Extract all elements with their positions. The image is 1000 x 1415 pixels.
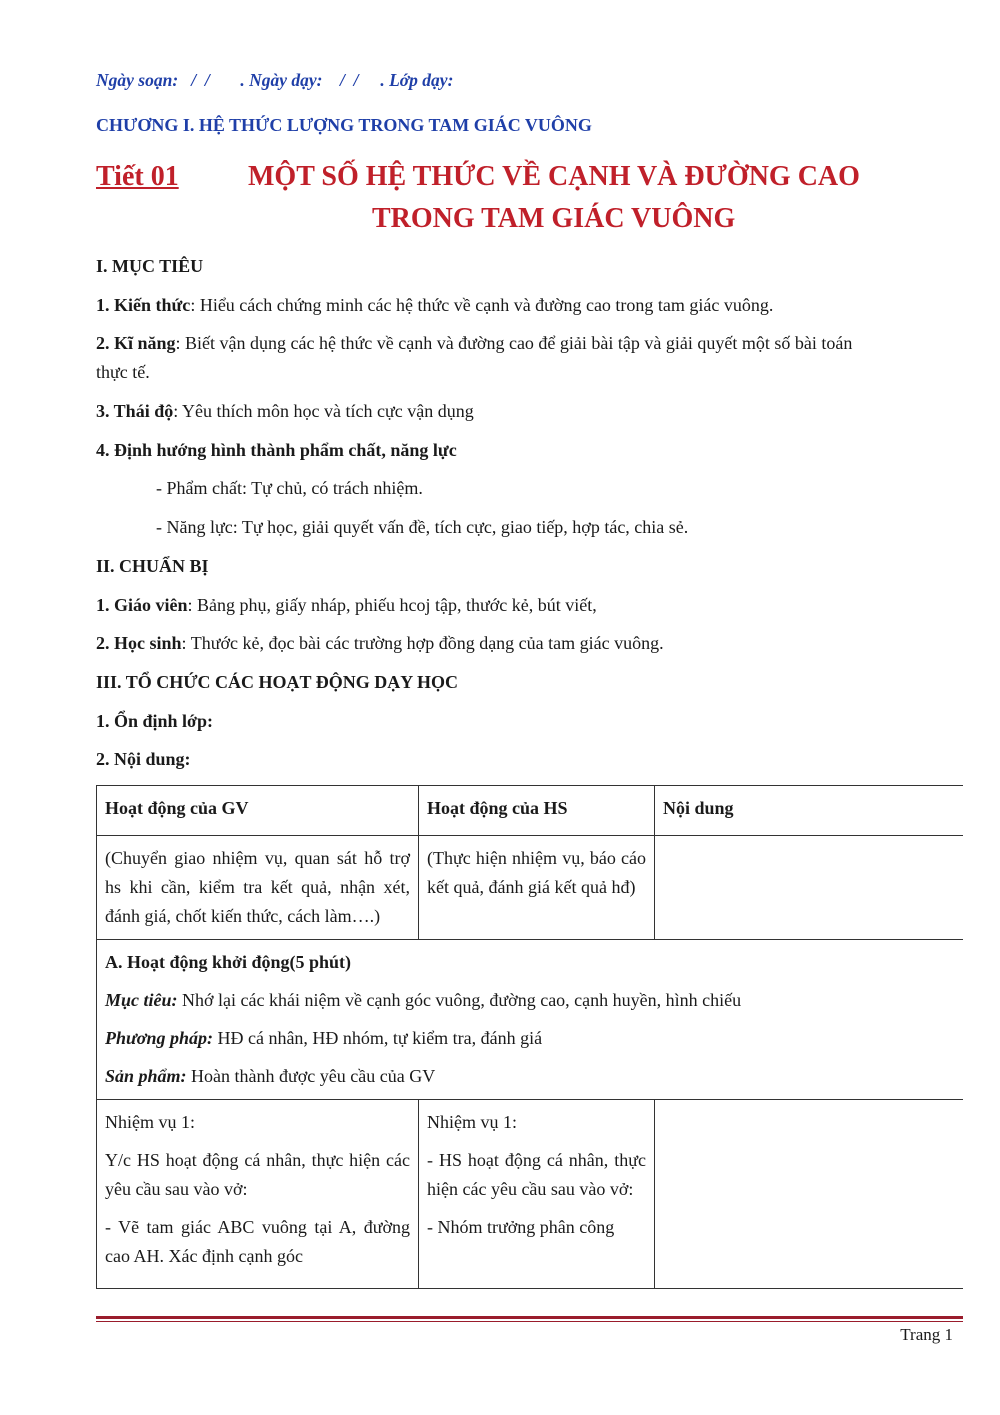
objective-skill (96, 329, 963, 358)
objective-knowledge (96, 291, 963, 320)
table-row-task1 (97, 1100, 964, 1289)
footer-rule-thin (96, 1321, 963, 1322)
cell-task-content (655, 1100, 964, 1289)
text: : Biết vận dụng các hệ thức về cạnh và đường cao để giải bài tập và giải quyết một số bài toán (175, 333, 853, 353)
task-gv-p1: Y/c HS hoạt động cá nhân, thực hiện các yêu cầu sau vào vở: (105, 1150, 410, 1199)
activity-product (105, 1062, 955, 1091)
objective-skill-cont: thực tế. (96, 362, 150, 382)
table-header-row (97, 786, 964, 836)
text: : Yêu thích môn học và tích cực vận dụng (173, 401, 474, 421)
activity-a-cell (97, 940, 964, 1100)
page-number: Trang 1 (900, 1325, 953, 1344)
task-hs-p1: - HS hoạt động cá nhân, thực hiện các yêu cầu sau vào vở: (427, 1150, 646, 1199)
method-text: HĐ cá nhân, HĐ nhóm, tự kiểm tra, đánh giá (212, 1028, 543, 1048)
section-heading-preparation: II. CHUẨN BỊ (96, 556, 209, 576)
chapter-title: CHƯƠNG I. HỆ THỨC LƯỢNG TRONG TAM GIÁC VUÔNG (96, 115, 592, 135)
section-heading-objectives: I. MỤC TIÊU (96, 256, 204, 276)
lesson-meta-line: Ngày soạn: / / . Ngày dạy: / / . Lớp dạy: (96, 70, 454, 90)
objective-orientation: 4. Định hướng hình thành phẩm chất, năng lực (96, 440, 457, 460)
text: : Bảng phụ, giấy nháp, phiếu hcoj tập, thước kẻ, bút viết, (187, 595, 597, 615)
product-text: Hoàn thành được yêu cầu của GV (186, 1066, 436, 1086)
cell-hs-guide: (Thực hiện nhiệm vụ, báo cáo kết quả, đánh giá kết quả hđ) (419, 836, 655, 940)
prep-student (96, 629, 963, 658)
goal-label: Mục tiêu: (105, 990, 178, 1010)
step-content: 2. Nội dung: (96, 749, 191, 769)
section-heading-activities: III. TỔ CHỨC CÁC HOẠT ĐỘNG DẠY HỌC (96, 672, 459, 692)
text: : Hiểu cách chứng minh các hệ thức về cạnh và đường cao trong tam giác vuông. (190, 295, 774, 315)
header-cell-hs: Hoạt động của HS (419, 786, 655, 836)
orientation-quality: - Phẩm chất: Tự chủ, có trách nhiệm. (156, 478, 423, 498)
header-cell-gv: Hoạt động của GV (97, 786, 419, 836)
table-row-activity-a (97, 940, 964, 1100)
task-hs-p2: - Nhóm trưởng phân công (427, 1217, 615, 1237)
label: 1. Kiến thức (96, 295, 191, 315)
task-gv-title: Nhiệm vụ 1: (105, 1112, 195, 1132)
lesson-number: Tiết 01 (96, 161, 179, 192)
lesson-title-line2: TRONG TAM GIÁC VUÔNG (372, 203, 736, 234)
task-hs-title: Nhiệm vụ 1: (427, 1112, 517, 1132)
label: 3. Thái độ (96, 401, 174, 421)
task-gv-p2: - Vẽ tam giác ABC vuông tại A, đường cao AH. Xác định cạnh góc (105, 1217, 410, 1266)
cell-task-gv (97, 1100, 419, 1289)
header-cell-content: Nội dung (655, 786, 964, 836)
prep-teacher (96, 591, 963, 620)
cell-content-empty (655, 836, 964, 940)
text: : Thước kẻ, đọc bài các trường hợp đồng dạng của tam giác vuông. (181, 633, 664, 653)
label: 2. Kĩ năng (96, 333, 176, 353)
cell-gv-guide: (Chuyển giao nhiệm vụ, quan sát hỗ trợ hs khi cần, kiểm tra kết quả, nhận xét, đánh giá, chốt kiến thức, cách làm….) (97, 836, 419, 940)
activity-table (96, 785, 963, 1289)
activity-table-wrapper (96, 785, 963, 1311)
product-label: Sản phẩm: (105, 1066, 187, 1086)
method-label: Phương pháp: (105, 1028, 213, 1048)
step-class-stabilize: 1. Ổn định lớp: (96, 711, 214, 731)
lesson-title-line1: MỘT SỐ HỆ THỨC VỀ CẠNH VÀ ĐƯỜNG CAO (248, 161, 860, 192)
footer-rule (96, 1316, 963, 1319)
label: 2. Học sinh (96, 633, 182, 653)
activity-goal (105, 986, 955, 1015)
label: 1. Giáo viên (96, 595, 188, 615)
activity-title: A. Hoạt động khởi động(5 phút) (105, 952, 352, 972)
cell-task-hs (419, 1100, 655, 1289)
objective-attitude (96, 397, 963, 426)
activity-method (105, 1024, 955, 1053)
goal-text: Nhớ lại các khái niệm về cạnh góc vuông, đường cao, cạnh huyền, hình chiếu (177, 990, 742, 1010)
orientation-competence: - Năng lực: Tự học, giải quyết vấn đề, tích cực, giao tiếp, hợp tác, chia sẻ. (156, 517, 689, 537)
table-row (97, 836, 964, 940)
